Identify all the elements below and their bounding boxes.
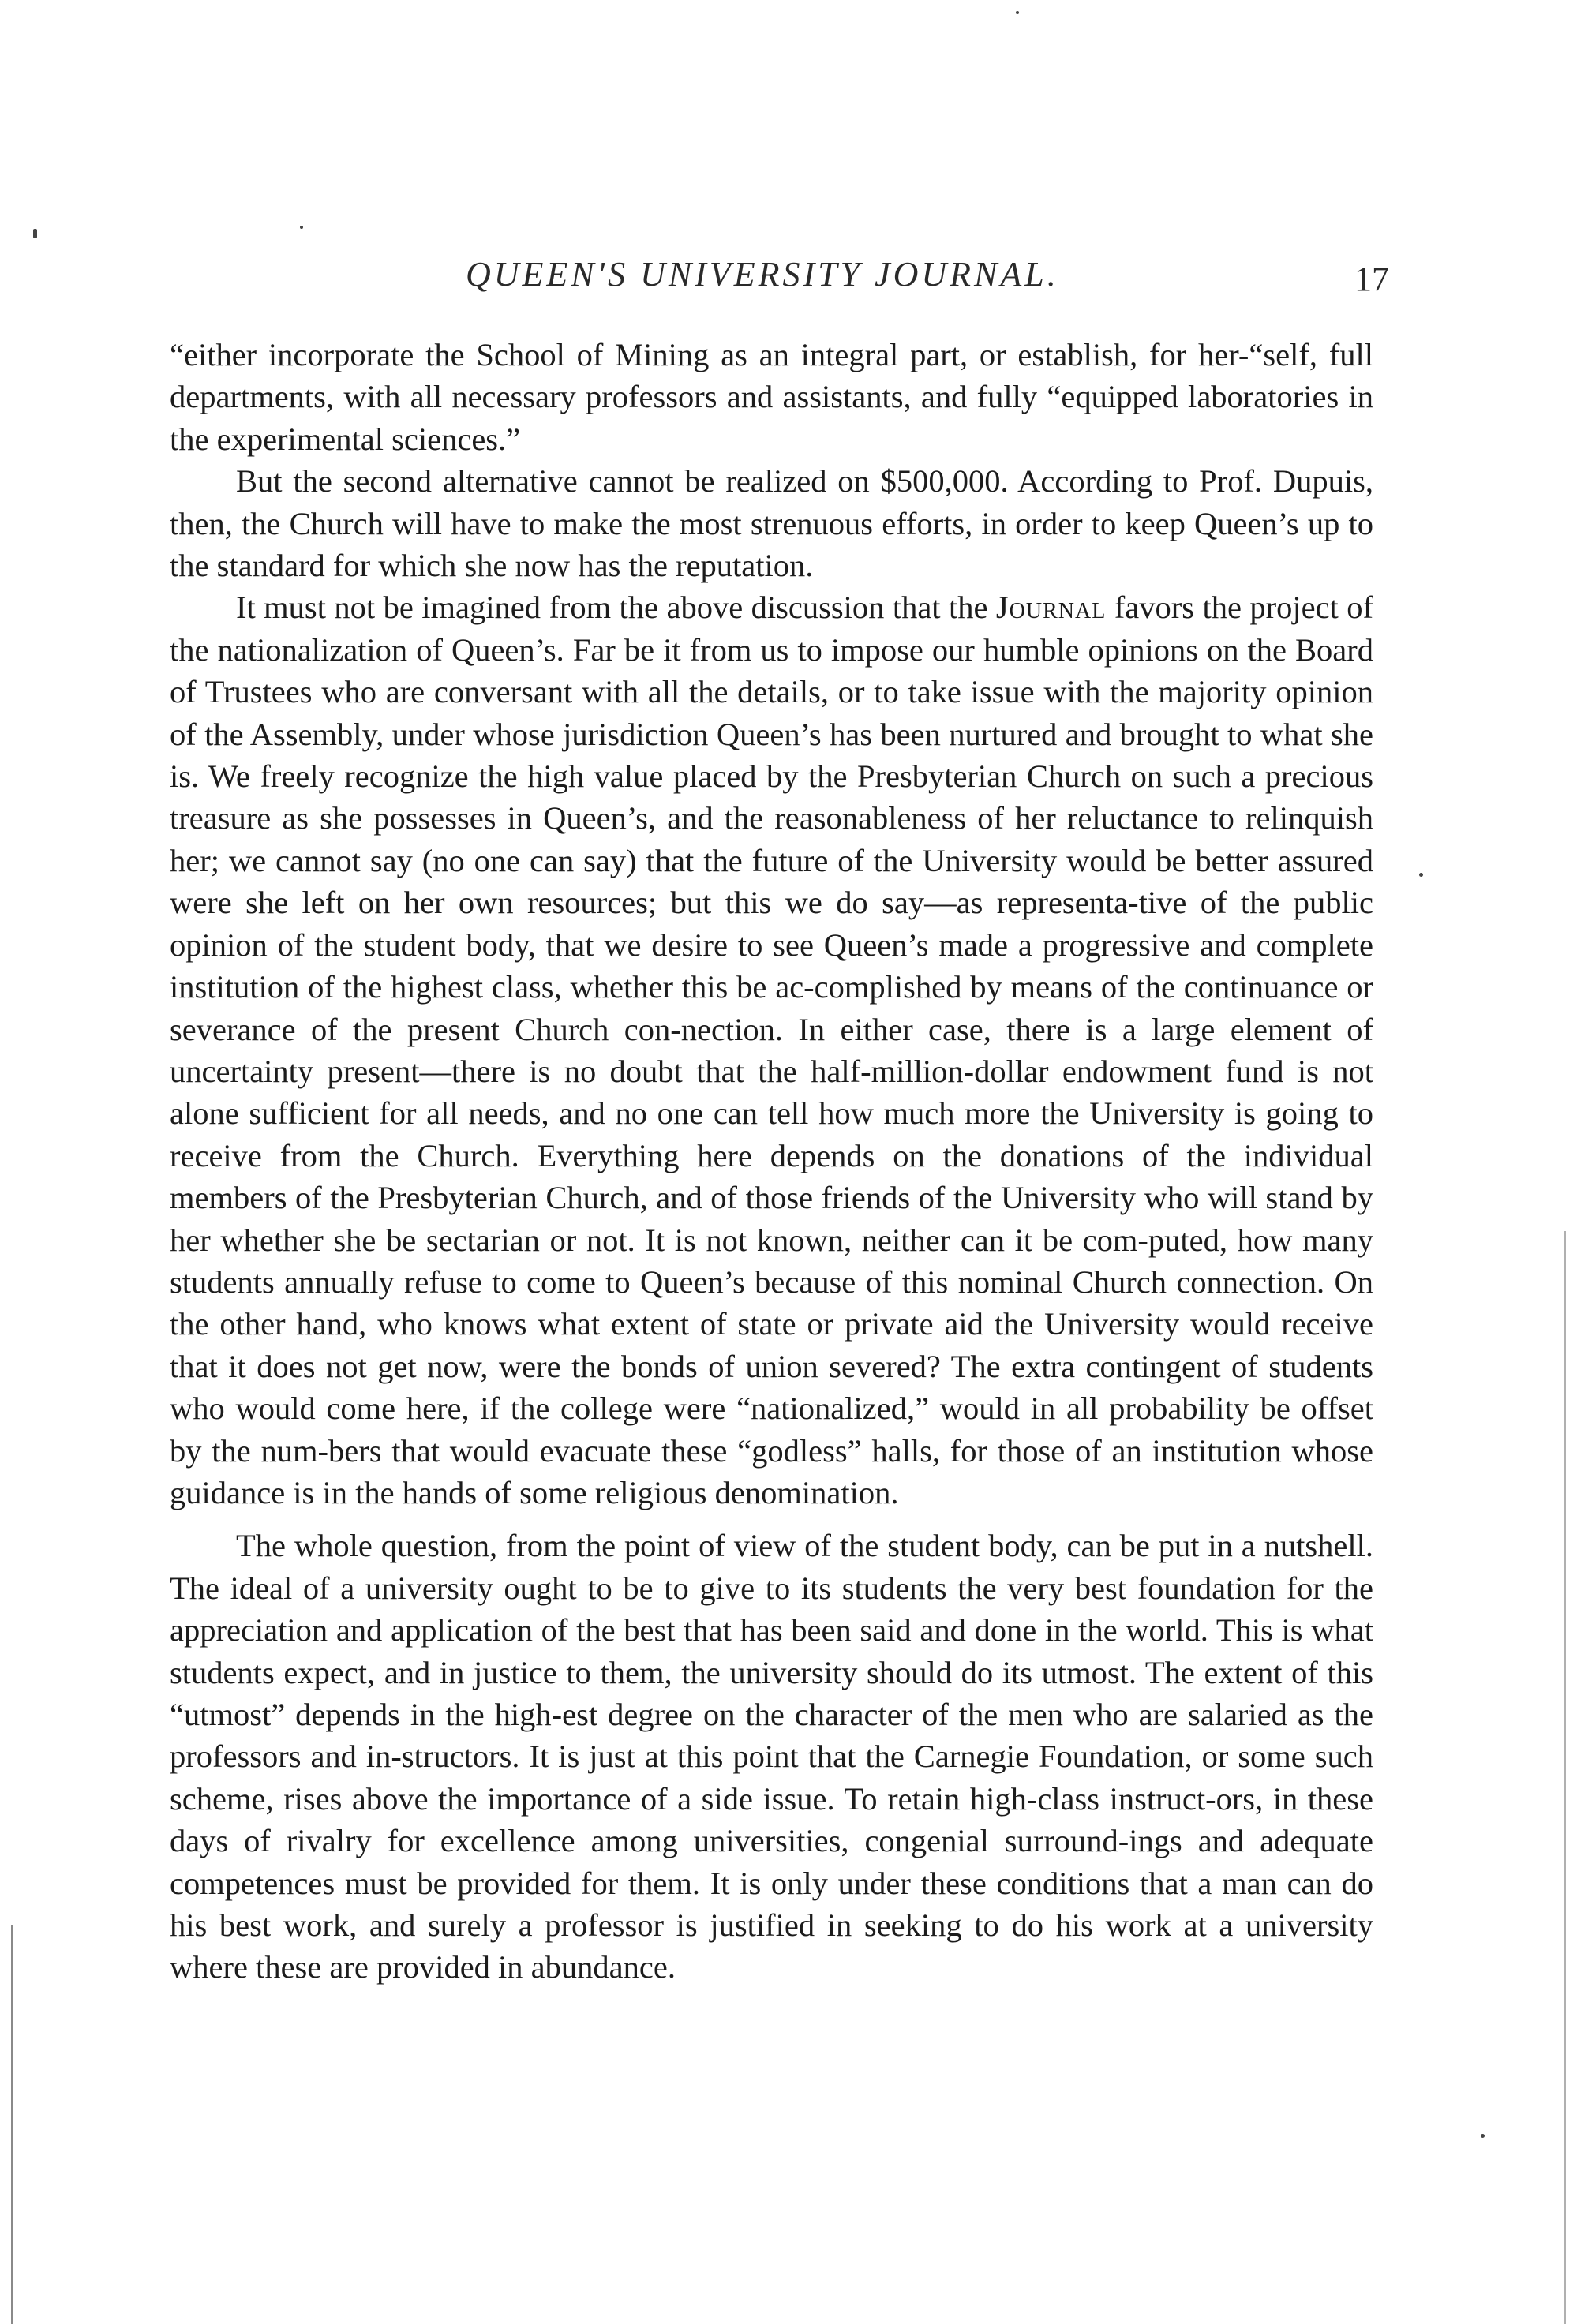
paragraph-nationalization [170,586,1373,1514]
paragraph-text-before: It must not be imagined from the above discussion that the [236,589,996,626]
scan-edge-line [11,1925,13,2324]
scan-speck [1481,2134,1485,2138]
scan-speck [33,229,37,238]
running-head [166,254,1389,301]
scan-speck [1016,11,1019,14]
paragraph-second-alternative: But the second alternative cannot be realized on $500,000. According to Prof. Dupuis, then, the Church will have to make the most strenuous efforts, in order to keep Queen’s up to the standard for which she now has the reputation. [170,463,1373,584]
paragraph-whole-question: The whole question, from the point of view of the student body, can be put in a nutshell. The ideal of a university ought to be to give to its students the very best foundation for the appreciation and application of the best that has been said and done in the world. This is what students expect, and in justice to them, the university should do its utmost. The extent of this “utmost” depends in the high-est degree on the character of the men who are salaried as the professors and in-structors. It is just at this point that the Carnegie Foundation, or some such scheme, rises above the importance of a side issue. To retain high-class instruct-ors, in these days of rivalry for excellence among universities, congenial surround-ings and adequate competences must be provided for them. It is only under these conditions that a man can do his best work, and surely a professor is justified in seeking to do his work at a university where these are provided in abundance. [170,1528,1373,1985]
paragraph-quote-continuation: “either incorporate the School of Mining as an integral part, or establish, for her-“self, full departments, with all necessary professors and assistants, and fully “equipped laboratories in the experimental sciences.” [170,337,1373,457]
scan-speck [300,226,303,229]
article-body [170,334,1373,1989]
paragraph-text-after: favors the project of the nationalization of Queen’s. Far be it from us to impose our humble opinions on the Board of Trustees who are conversant with all the details, or to take issue with the majority opinion of the Assembly, under whose jurisdiction Queen’s has been nurtured and brought to what she is. We freely recognize the high value placed by the Presbyterian Church on such a precious treasure as she possesses in Queen’s, and the reasonableness of her reluctance to relinquish her; we cannot say (no one can say) that the future of the University would be better assured were she left on her own resources; but this we do say—as representa-tive of the public opinion of the student body, that we desire to see Queen’s made a progressive and complete institution of the highest class, whether this be ac-complished by means of the continuance or severance of the present Church con-nection. In either case, there is a large element of uncertainty present—there is no doubt that the half-million-dollar endowment fund is not alone sufficient for all needs, and no one can tell how much more the University is going to receive from the Church. Everything here depends on the donations of the individual members of the Presbyterian Church, and of those friends of the University who will stand by her whether she be sectarian or not. It is not known, neither can it be com-puted, how many students annually refuse to come to Queen’s because of this nominal Church connection. On the other hand, who knows what extent of state or private aid the University would receive that it does not get now, were the bonds of union severed? The extra contingent of students who would come here, if the college were “nationalized,” would in all probability be offset by the num-bers that would evacuate these “godless” halls, for those of an institution whose guidance is in the hands of some religious denomination. [170,589,1373,1510]
page-number: 17 [1354,260,1389,298]
scan-edge-line [1564,1231,1566,2324]
scan-speck [1419,873,1423,877]
journal-small-caps: Journal [995,589,1107,626]
journal-title: QUEEN'S UNIVERSITY JOURNAL. [466,255,1059,294]
